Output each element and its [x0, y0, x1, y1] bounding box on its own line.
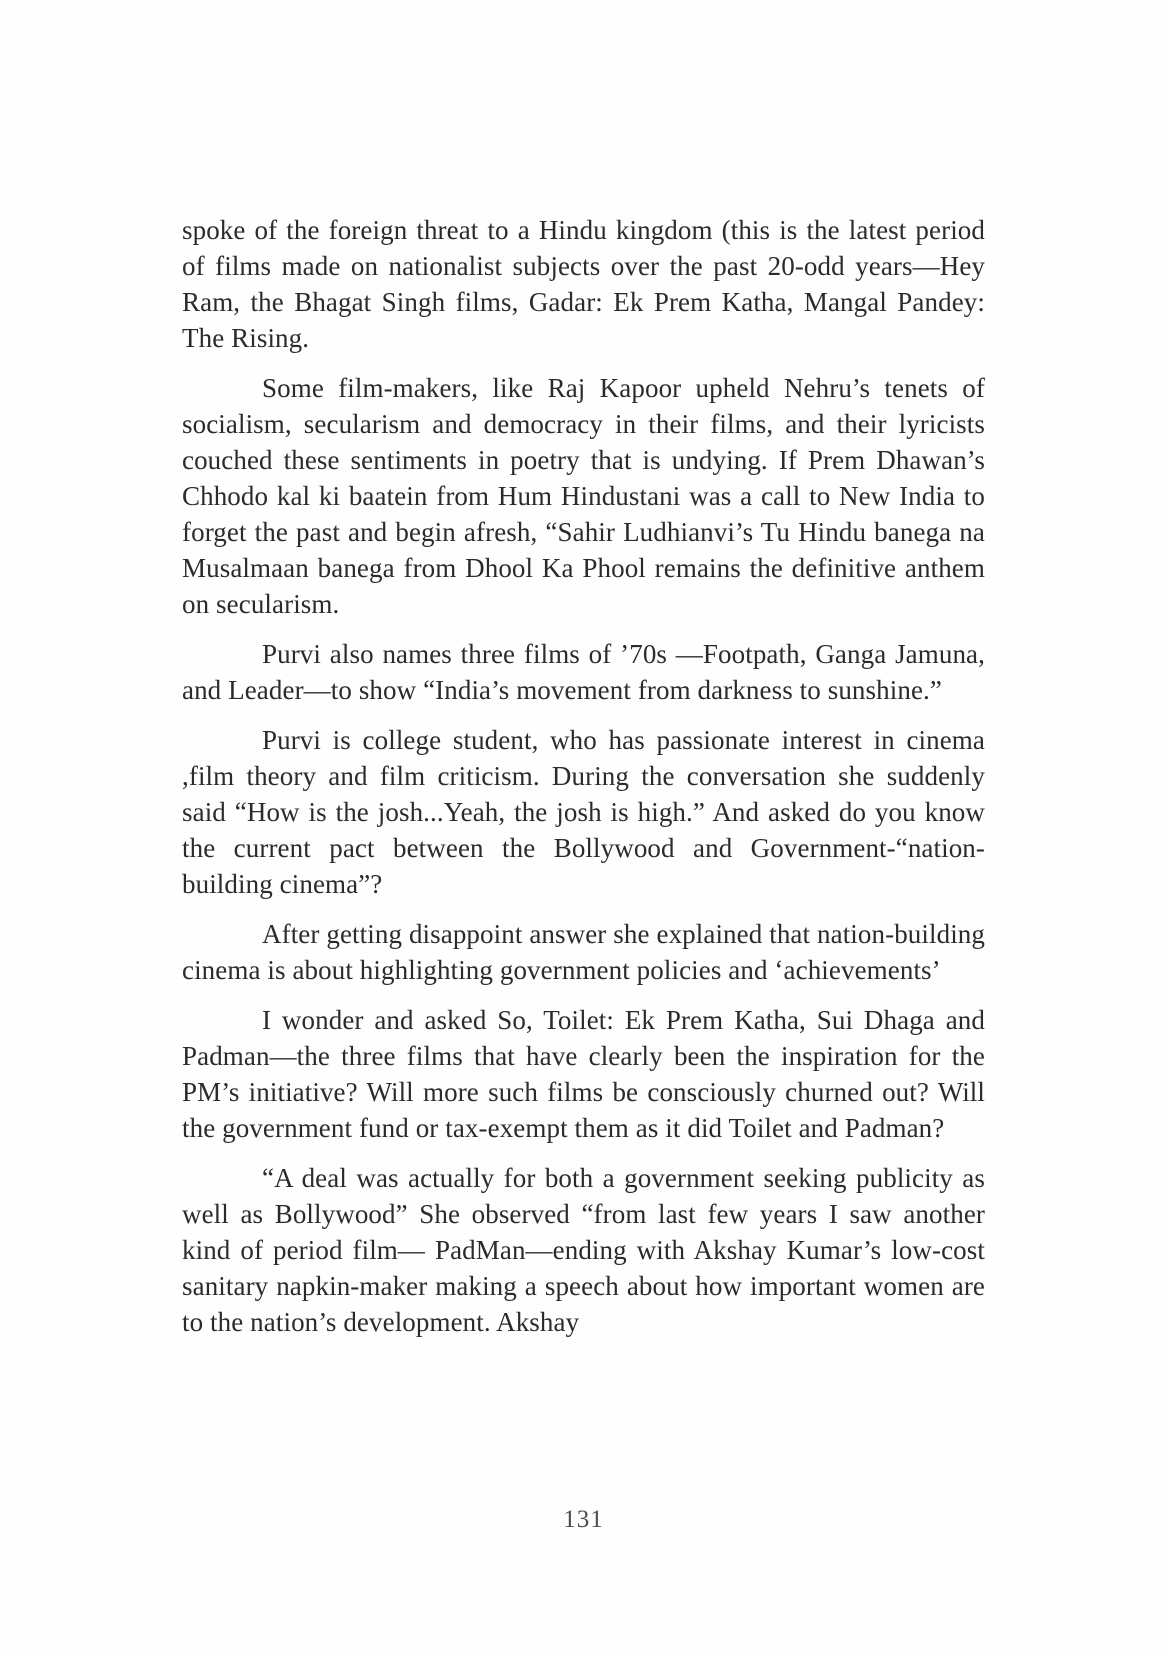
- paragraph: Purvi also names three films of ’70s —Footpath, Ganga Jamuna, and Leader—to show “India’s movement from darkness to sunshine.”: [182, 639, 985, 705]
- page-number: 131: [563, 1506, 604, 1533]
- body-text: [182, 212, 985, 1354]
- paragraph: Purvi is college student, who has passionate interest in cinema ,film theory and film criticism. During the conversation she suddenly said “How is the josh...Yeah, the josh is high.” And asked do you know the current pact between the Bollywood and Government-“nation-building cinema”?: [182, 725, 985, 899]
- paragraph: I wonder and asked So, Toilet: Ek Prem Katha, Sui Dhaga and Padman—the three films that have clearly been the inspiration for the PM’s initiative? Will more such films be consciously churned out? Will the government fund or tax-exempt them as it did Toilet and Padman?: [182, 1005, 985, 1143]
- paragraph: “A deal was actually for both a government seeking publicity as well as Bollywood” She observed “from last few years I saw another kind of period film— PadMan—ending with Akshay Kumar’s low-cost sanitary napkin-maker making a speech about how important women are to the nation’s development. Akshay: [182, 1163, 985, 1337]
- paragraph: spoke of the foreign threat to a Hindu kingdom (this is the latest period of films made on nationalist subjects over the past 20-odd years—Hey Ram, the Bhagat Singh films, Gadar: Ek Prem Katha, Mangal Pandey: The Rising.: [182, 215, 985, 353]
- paragraph: Some film-makers, like Raj Kapoor upheld Nehru’s tenets of socialism, secularism and democracy in their films, and their lyricists couched these sentiments in poetry that is undying. If Prem Dhawan’s Chhodo kal ki baatein from Hum Hindustani was a call to New India to forget the past and begin afresh, “Sahir Ludhianvi’s Tu Hindu banega na Musalmaan banega from Dhool Ka Phool remains the definitive anthem on secularism.: [182, 373, 985, 619]
- paragraph: After getting disappoint answer she explained that nation-building cinema is about highlighting government policies and ‘achievements’: [182, 919, 985, 985]
